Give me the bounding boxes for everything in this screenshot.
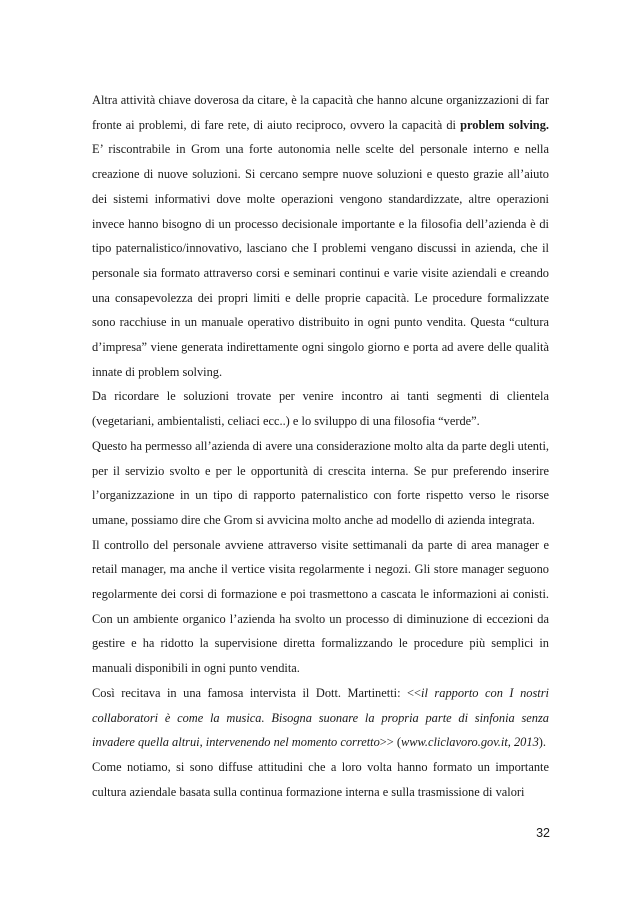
paragraph-attitudini: Come notiamo, si sono diffuse attitudini che a loro volta hanno formato un importante cultura aziendale basata sulla continua formazione interna e sulla trasmissione di valori	[92, 759, 549, 799]
quote-text: il rapporto con I nostri collaboratori è come la musica. Bisogna suonare la propria parte di sinfonia senza invadere quella altrui, intervenendo nel momento corretto	[92, 685, 549, 750]
paragraph-text: ).	[538, 735, 547, 750]
body-text	[92, 88, 549, 804]
paragraph-text: >> (	[379, 735, 401, 750]
paragraph-text: E’ riscontrabile in Grom una forte autonomia nelle scelte del personale interno e nella creazione di nuove soluzioni. Si cercano sempre nuove soluzioni e questo grazie all’aiuto dei sistemi informativi dove molte operazioni vengono standardizzate, altre operazioni invece hanno bisogno di un processo decisionale importante e la filosofia dell’azienda è di tipo paternalistico/innovativo, lasciano che I problemi vengano discussi in azienda, che il personale sia formato attraverso corsi e seminari continui e varie visite aziendali e creando una consapevolezza dei propri limiti e delle proprie capacità. Le procedure formalizzate sono racchiuse in un manuale operativo distribuito in ogni punto vendita. Questa “cultura d’impresa” viene generata indirettamente ogni singolo giorno e porta ad avere delle qualità innate di problem solving.	[92, 142, 549, 379]
citation-source: www.cliclavoro.gov.it, 2013	[401, 735, 539, 750]
paragraph-considerazione: Questo ha permesso all’azienda di avere una considerazione molto alta da parte degli utenti, per il servizio svolto e per le opportunità di crescita interna. Se pur preferendo inserire l’organizzazione in un tipo di rapporto paternalistico con forte rispetto verso le risorse umane, possiamo dire che Grom si avvicina molto anche ad modello di azienda integrata.	[92, 438, 549, 527]
paragraph-controllo-personale: Il controllo del personale avviene attraverso visite settimanali da parte di area manager e retail manager, ma anche il vertice visita regolarmente i negozi. Gli store manager seguono regolarmente dei corsi di formazione e poi trasmettono a cascata le informazioni ai conisti. Con un ambiente organico l’azienda ha svolto un processo di diminuzione di eccezioni da gestire e ha ridotto la supervisione diretta formalizzando le procedure più semplici in manuali disponibili in ogni punto vendita.	[92, 537, 549, 676]
paragraph-soluzioni: Da ricordare le soluzioni trovate per venire incontro ai tanti segmenti di clientela (vegetariani, ambientalisti, celiaci ecc..) e lo sviluppo di una filosofia “verde”.	[92, 389, 549, 429]
paragraph-problem-solving	[92, 88, 549, 384]
paragraph-intervista	[92, 681, 549, 755]
paragraph-text: Così recitava in una famosa intervista il Dott. Martinetti: <<	[92, 685, 422, 700]
bold-term-problem-solving: problem solving.	[460, 117, 549, 132]
page-number: 32	[536, 826, 550, 840]
paragraph-text: Altra attività chiave doverosa da citare, è la capacità che hanno alcune organizzazioni di far fronte ai problemi, di fare rete, di aiuto reciproco, ovvero la capacità di	[92, 93, 549, 132]
